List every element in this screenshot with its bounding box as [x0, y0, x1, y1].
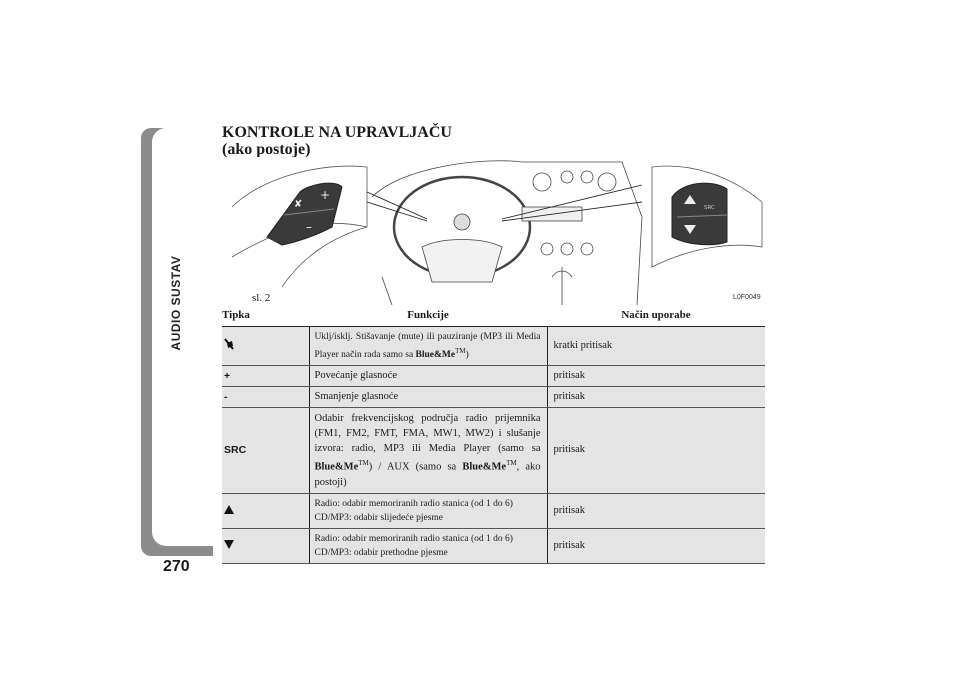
table-row: [222, 366, 765, 387]
chapter-tab-inner: [152, 128, 214, 546]
arrow-down-icon: [224, 540, 234, 549]
function-line: Radio: odabir memoriranih radio stanica (od 1 do 6): [314, 498, 513, 509]
blueme-label: Blue&Me: [314, 461, 359, 473]
chapter-label: AUDIO SUSTAV: [169, 255, 183, 351]
key-cell: +: [222, 366, 309, 387]
section-title-line1: KONTROLE NA UPRAVLJAČU: [222, 124, 452, 141]
header-usage: Način uporabe: [547, 306, 765, 327]
function-text-end: , ako postoji): [314, 461, 541, 488]
key-cell: SRC: [222, 408, 309, 494]
mute-icon: [224, 337, 235, 351]
key-cell: [222, 493, 309, 528]
key-cell: [222, 327, 309, 366]
table-row: [222, 408, 765, 494]
trademark: TM: [358, 459, 369, 468]
section-title: [222, 124, 452, 158]
header-key: Tipka: [222, 306, 309, 327]
function-line: CD/MP3: odabir prethodne pjesme: [314, 547, 448, 558]
dashboard-drawing: [372, 161, 642, 305]
function-cell: [309, 493, 547, 528]
header-function: Funkcije: [309, 306, 547, 327]
function-cell: Povećanje glasnoće: [309, 366, 547, 387]
mute-glyph: ✘: [294, 199, 303, 210]
function-cell: Smanjenje glasnoće: [309, 387, 547, 408]
usage-cell: pritisak: [547, 408, 765, 494]
usage-cell: pritisak: [547, 528, 765, 563]
trademark: TM: [506, 459, 517, 468]
key-cell: -: [222, 387, 309, 408]
function-text-mid: ) / AUX (samo sa: [368, 461, 463, 473]
blueme-label: Blue&Me: [462, 461, 507, 473]
usage-cell: pritisak: [547, 366, 765, 387]
function-cell: [309, 327, 547, 366]
minus-glyph: –: [306, 220, 312, 234]
src-glyph: SRC: [704, 205, 715, 211]
table-row: [222, 387, 765, 408]
table-row: [222, 493, 765, 528]
trademark: TM: [455, 347, 466, 355]
function-line: CD/MP3: odabir slijedeće pjesme: [314, 512, 443, 523]
plus-glyph: +: [320, 188, 331, 202]
arrow-up-icon: [224, 505, 234, 514]
callout-lines: [367, 185, 642, 221]
figure-code: L0F0049: [733, 294, 761, 301]
function-text: Odabir frekvencijskog područja radio prijemnika (FM1, FM2, FMT, FMA, MW1, MW2) i slušanje izvora: radio, MP3 ili Media Player (samo sa: [314, 413, 541, 455]
usage-cell: pritisak: [547, 387, 765, 408]
table-row: [222, 327, 765, 366]
right-control-pad: [672, 183, 727, 245]
steering-controls-illustration: [222, 157, 765, 305]
table-header-row: [222, 306, 765, 327]
function-line: Radio: odabir memoriranih radio stanica (od 1 do 6): [314, 533, 513, 544]
left-control-pad: [267, 183, 342, 245]
table-row: [222, 528, 765, 563]
function-text-end: ): [465, 350, 469, 361]
usage-cell: kratki pritisak: [547, 327, 765, 366]
figure-label: sl. 2: [252, 292, 271, 304]
controls-table: [222, 306, 765, 564]
blueme-label: Blue&Me: [415, 350, 456, 361]
function-cell: [309, 528, 547, 563]
page-number: 270: [163, 558, 190, 575]
function-cell: [309, 408, 547, 494]
usage-cell: pritisak: [547, 493, 765, 528]
key-cell: [222, 528, 309, 563]
function-text: Uklj/isklj. Stišavanje (mute) ili pauziranje (MP3 ili Media Player način rada samo sa: [314, 332, 541, 361]
section-title-line2: (ako postoje): [222, 141, 311, 158]
